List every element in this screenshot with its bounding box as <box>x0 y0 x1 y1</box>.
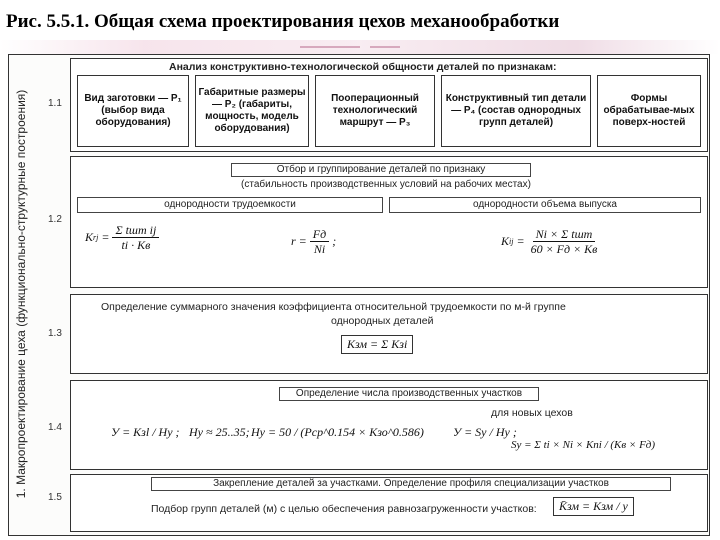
block-1-4-header: Определение числа производственных участков <box>279 387 539 401</box>
criterion-cell: Формы обрабатывае-мых поверх-ностей <box>597 75 701 147</box>
formula-hu-range: Hу ≈ 25..35; <box>189 425 250 439</box>
formula-k-zm-bar: K̄зм = Kзм / у <box>553 497 634 516</box>
criterion-cell: Конструктивный тип детали — P₄ (состав однородных групп деталей) <box>441 75 591 147</box>
formula-k-ij: K ij = $\frac{\text{Ni × Σ tшт}}{60 \times Fд \times Kв}$ <box>501 227 598 256</box>
block-number-1-5: 1.5 <box>48 492 62 503</box>
page-title: Рис. 5.5.1. Общая схема проектирования цехов механообработки <box>6 11 560 32</box>
new-shops-label: для новых цехов <box>491 407 573 419</box>
block-number-1-1: 1.1 <box>48 98 62 109</box>
block-number-1-2: 1.2 <box>48 214 62 225</box>
grouping-subheader: (стабильность производственных условий на рабочих местах) <box>241 179 531 190</box>
side-label: 1. Макропроектирование цеха (функционально-структурные построения) <box>14 89 28 499</box>
block-number-1-3: 1.3 <box>48 328 62 339</box>
grouping-header: Отбор и группирование деталей по признаку <box>231 163 531 177</box>
criterion-cell: Пооперационный технологический маршрут — P₃ <box>315 75 435 147</box>
block-1-5-row2: Подбор групп деталей (м) с целью обеспечения равнозагруженности участков: <box>151 503 537 515</box>
formula-sy: Sy = Σ ti × Ni × Kпi / (Kв × Fд) <box>511 439 656 451</box>
block-number-1-4: 1.4 <box>48 422 62 433</box>
formula-r: r = $\frac{Fд}{Ni}$ ; <box>291 227 337 256</box>
formula-u-basic: У = Kзl / Hу ; <box>111 425 180 439</box>
criterion-cell: Габаритные размеры — P₂ (габариты, мощность, модель оборудования) <box>195 75 309 147</box>
decorative-dash <box>370 46 400 48</box>
block-1-3-subheader: однородных деталей <box>331 315 434 327</box>
criterion-cell: Вид заготовки — P₁ (выбор вида оборудования) <box>77 75 189 147</box>
formula-k-zm: Kзм = Σ Kзi <box>341 335 413 354</box>
decorative-dash <box>300 46 360 48</box>
formula-u-new: У = Sy / Hy ; <box>453 425 517 439</box>
output-uniformity-label: однородности объема выпуска <box>389 197 701 213</box>
block-1-1 <box>70 58 708 152</box>
block-1-5 <box>70 474 708 532</box>
block-1-1-header: Анализ конструктивно-технологической общности деталей по признакам: <box>169 61 557 73</box>
labor-uniformity-label: однородности трудоемкости <box>77 197 383 213</box>
decorative-band <box>0 40 720 54</box>
block-1-2 <box>70 156 708 288</box>
block-1-3-header: Определение суммарного значения коэффициента относительной трудоемкости по м-й группе <box>101 301 566 313</box>
block-1-5-row1: Закрепление деталей за участками. Определение профиля специализации участков <box>151 477 671 491</box>
formula-hu: Hу = 50 / (Pср^0.154 × Kзо^0.586) <box>251 425 424 439</box>
formula-k-rj: K rj = $\frac{\text{Σ tшт ij}}{ti \cdot Kв}$ <box>85 223 162 252</box>
side-label-column <box>6 62 36 526</box>
block-1-4 <box>70 380 708 470</box>
block-1-3 <box>70 294 708 374</box>
